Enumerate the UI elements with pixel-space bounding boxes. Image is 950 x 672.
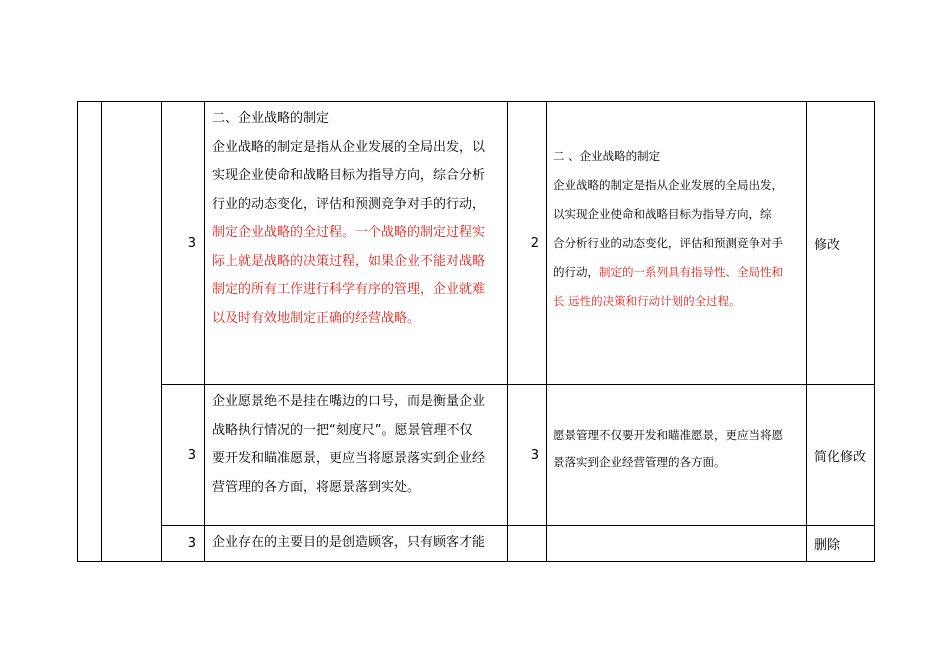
text-line: 企业战略的制定是指从企业发展的全局出发， (553, 178, 783, 192)
highlighted-text-line: 际上就是战略的决策过程，如果企业不能对战略 (212, 253, 486, 269)
text-line: 景落实到企业经营管理的各方面。 (553, 455, 726, 469)
change-action-text: 修改 (814, 237, 841, 253)
text-line: 企业战略的制定是指从企业发展的全局出发，以 (212, 139, 486, 155)
revised-clause-number (508, 385, 546, 525)
column-divider (77, 101, 78, 562)
highlighted-text-line: 长 远性的决策和行动计划的全过程。 (553, 294, 741, 308)
revised-clause-text (553, 422, 805, 476)
original-clause-text (212, 529, 504, 558)
text-line: 二 、企业战略的制定 (553, 149, 661, 163)
highlighted-text-line: 制定企业战略的全过程。一个战略的制定过程实 (212, 225, 486, 240)
change-action (807, 102, 874, 384)
column-divider (204, 101, 205, 562)
change-action-text: 删除 (814, 538, 841, 553)
text-line (553, 258, 805, 287)
revised-clause-number-text: 2 (530, 235, 539, 251)
change-action-text: 简化修改 (814, 449, 867, 465)
text-line: 合分析行业的动态变化，评估和预测竞争对手 (553, 236, 783, 250)
text-line: 要开发和瞄准愿景，更应当将愿景落实到企业经 (212, 451, 486, 466)
revised-clause-number (508, 102, 546, 384)
original-clause-number (162, 102, 204, 384)
revised-clause-number-text: 3 (530, 447, 539, 463)
original-clause-number (162, 385, 204, 525)
original-clause-text (212, 388, 504, 502)
text-segment: 的行动， (553, 265, 599, 279)
column-divider (874, 101, 875, 562)
text-line: 战略执行情况的一把“刻度尺”。愿景管理不仅 (212, 422, 473, 438)
original-clause-number-text: 3 (187, 235, 196, 251)
column-divider (546, 101, 547, 562)
table-bottom-border (77, 561, 875, 562)
original-clause-text (212, 105, 504, 333)
original-clause-number-text: 3 (187, 536, 196, 551)
highlighted-text-line: 以及时有效地制定正确的经营战略。 (212, 310, 421, 326)
text-line: 二、企业战略的制定 (212, 111, 330, 126)
change-action (807, 526, 874, 561)
text-line: 营管理的各方面，将愿景落到实处。 (212, 479, 421, 495)
original-clause-number (162, 526, 204, 561)
change-action (807, 385, 874, 525)
text-line: 实现企业使命和战略目标为指导方向，综合分析 (212, 168, 486, 183)
highlighted-text-line: 制定的所有工作进行科学有序的管理，企业就难 (212, 282, 486, 297)
text-line: 愿景管理不仅要开发和瞄准愿景，更应当将愿 (553, 428, 783, 442)
text-line: 企业存在的主要目的是创造顾客，只有顾客才能 (212, 535, 486, 550)
highlighted-text-segment: 制定的一系列具有指导性、全局性和 (599, 265, 783, 279)
original-clause-number-text: 3 (187, 447, 196, 463)
revised-clause-text (553, 142, 805, 316)
text-line: 以实现企业使命和战略目标为指导方向，综 (553, 207, 772, 221)
text-line: 企业愿景绝不是挂在嘴边的口号，而是衡量企业 (212, 394, 486, 409)
revised-clause-number (508, 526, 546, 561)
text-line: 行业的动态变化，评估和预测竞争对手的行动， (212, 196, 486, 212)
column-divider (101, 101, 102, 562)
